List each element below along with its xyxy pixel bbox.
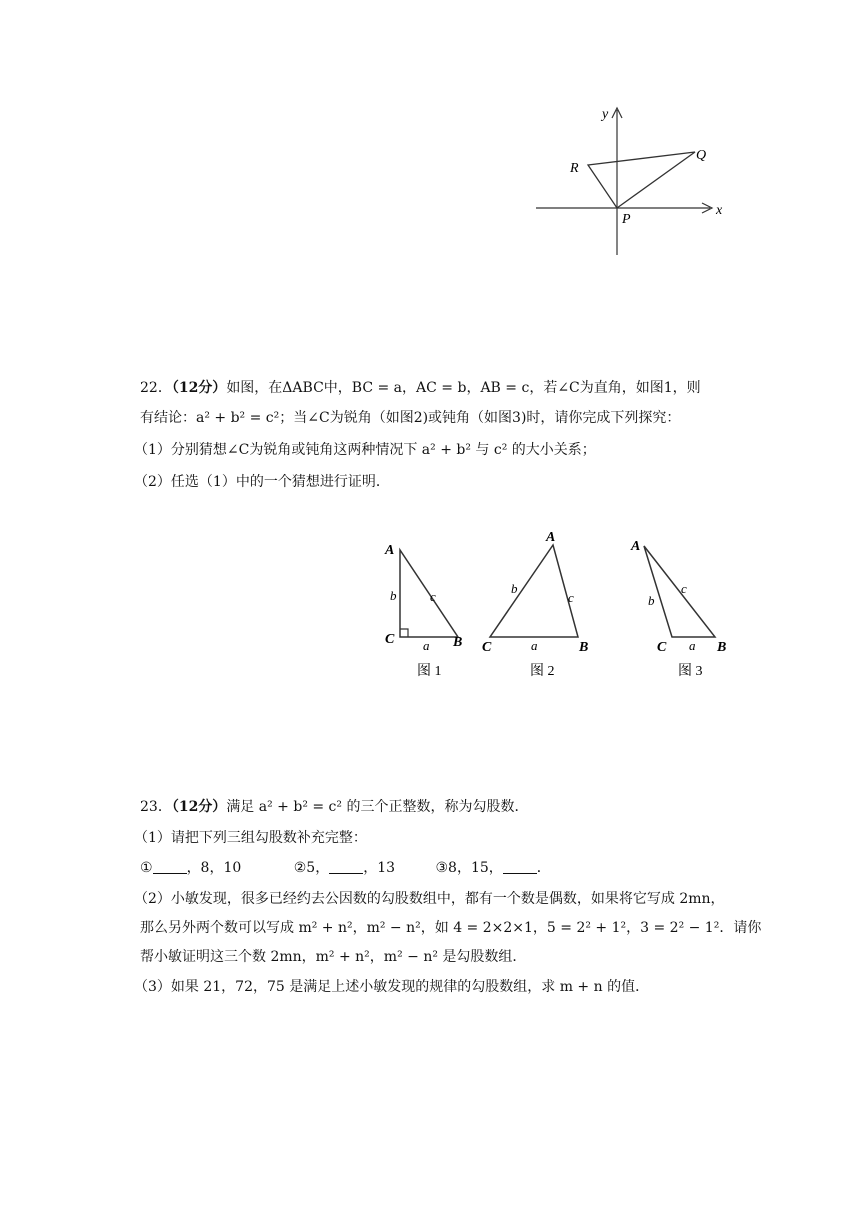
q23-part-2-line-3: 帮小敏证明这三个数 2mn，m² + n²，m² − n² 是勾股数组．: [140, 949, 527, 965]
triangle-right: [400, 550, 458, 637]
fig1-label-b: b: [390, 588, 397, 603]
fig2-label-A: A: [546, 530, 556, 545]
q23-groups: [140, 858, 551, 878]
fig1-label-A: A: [385, 543, 395, 558]
fig3-caption: 图 3: [678, 664, 703, 679]
q22-part-2: （2）任选（1）中的一个猜想进行证明．: [134, 474, 390, 490]
fig3-label-b: b: [648, 593, 655, 608]
q23-part-1: （1）请把下列三组勾股数补充完整：: [134, 830, 367, 846]
fig2-caption: 图 2: [530, 664, 555, 679]
y-axis-label: y: [602, 107, 609, 122]
fig1-label-B: B: [453, 635, 463, 650]
x-axis-label: x: [716, 203, 723, 218]
point-R-label: R: [570, 161, 579, 176]
blank-3[interactable]: [503, 859, 537, 874]
q22-line-2: [140, 408, 680, 428]
q22-line-1: [140, 378, 701, 398]
fig1-label-a: a: [423, 638, 430, 653]
fig3-label-c: c: [681, 581, 687, 596]
q22-figure-1: [375, 535, 475, 680]
triangle-obtuse: [644, 546, 715, 637]
fig3-label-A: A: [631, 539, 641, 554]
triangle-RPQ: [588, 152, 695, 208]
q23-group-3: ③8，15， ．: [435, 860, 551, 876]
q22-intro-2: 有结论：a² + b² = c²；当∠C为锐角（如图2)或钝角（如图3)时，请你完成下列探究：: [140, 410, 681, 426]
coordinate-figure: [530, 100, 730, 260]
q23-line-1: [140, 797, 528, 817]
fig2-label-C: C: [482, 640, 492, 655]
fig2-label-b: b: [511, 581, 518, 596]
q23-intro: 满足 a² + b² = c² 的三个正整数，称为勾股数．: [226, 799, 529, 815]
triangle-acute: [490, 545, 578, 637]
fig3-label-C: C: [657, 640, 667, 655]
q22-figure-2: [478, 525, 598, 680]
fig3-label-B: B: [717, 640, 727, 655]
q22-score: （12分）: [171, 380, 227, 396]
q23-score: （12分）: [171, 799, 227, 815]
right-angle-mark: [400, 629, 408, 637]
q22-intro-1: 如图，在ΔABC中，BC = a，AC = b，AB = c，若∠C为直角，如图1，则: [226, 380, 701, 396]
q23-part-3: （3）如果 21，72，75 是满足上述小敏发现的规律的勾股数组，求 m + n 的值．: [134, 979, 650, 995]
q23-part-2-line-1: （2）小敏发现，很多已经约去公因数的勾股数组中，都有一个数是偶数，如果将它写成 2mn，: [134, 891, 725, 907]
blank-2[interactable]: [329, 859, 363, 874]
q23-part-2-line-2: 那么另外两个数可以写成 m² + n²，m² − n²，如 4 = 2×2×1，5 = 2² + 1²，3 = 2² − 1²．请你: [140, 920, 762, 936]
point-P-label: P: [622, 212, 631, 227]
fig1-label-C: C: [385, 632, 395, 647]
q22-figure-3: [622, 530, 742, 680]
fig1-caption: 图 1: [417, 664, 442, 679]
q22-part-1: （1）分别猜想∠C为锐角或钝角这两种情况下 a² + b² 与 c² 的大小关系；: [134, 442, 596, 458]
q23-group-2: ②5， ，13: [293, 860, 396, 876]
fig2-label-a: a: [531, 638, 538, 653]
q23-group-1: ① ，8，10: [140, 860, 242, 876]
q22-number: 22．: [140, 380, 172, 396]
fig2-label-B: B: [579, 640, 589, 655]
fig1-label-c: c: [430, 589, 436, 604]
fig3-label-a: a: [689, 638, 696, 653]
q23-number: 23．: [140, 799, 172, 815]
point-Q-label: Q: [696, 148, 707, 163]
fig2-label-c: c: [568, 590, 574, 605]
blank-1[interactable]: [153, 859, 187, 874]
